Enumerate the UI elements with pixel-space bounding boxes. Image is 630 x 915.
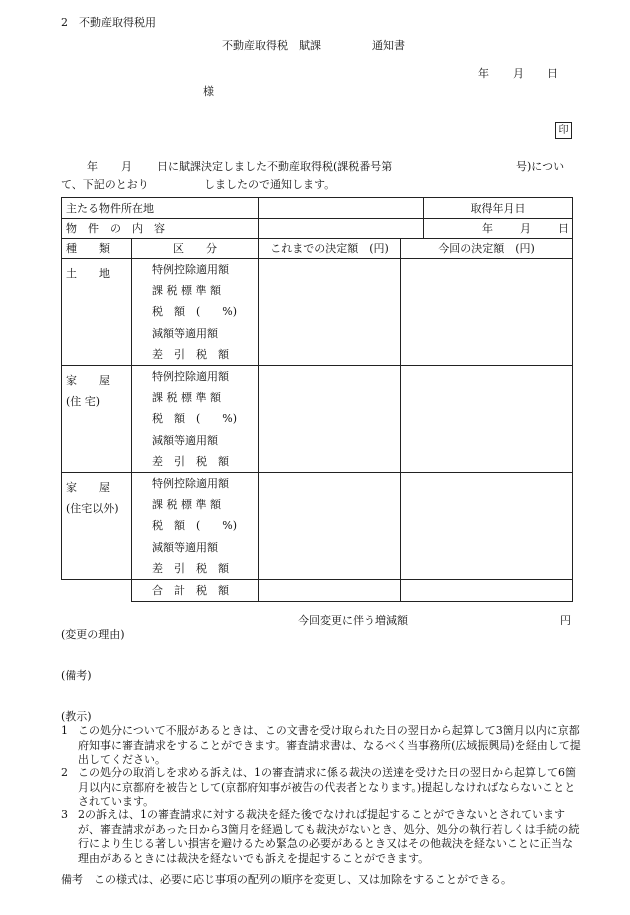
total-spacer <box>62 580 132 602</box>
division-row: 特例控除適用額 <box>152 370 229 384</box>
property-value[interactable] <box>259 219 424 239</box>
col-previous-cell <box>259 239 401 259</box>
col-division: 区 分 <box>173 242 217 255</box>
total-current-cell[interactable] <box>401 580 573 602</box>
location-value[interactable] <box>259 198 424 219</box>
division-row: 減額等適用額 <box>152 326 218 340</box>
acquired-label-cell <box>424 198 573 219</box>
date-year: 年 <box>478 67 489 80</box>
col-current: 今回の決定額 (円) <box>438 242 535 255</box>
acq-day: 日 <box>558 222 569 235</box>
tax-table <box>61 197 573 602</box>
division-row: 課 税 標 準 額 <box>152 284 221 298</box>
intro-month: 月 <box>121 160 132 173</box>
intro-line2-end: しましたので通知します。 <box>204 178 336 191</box>
location-label-cell <box>62 198 259 219</box>
current-amount-cell[interactable] <box>401 259 573 366</box>
division-row: 課 税 標 準 額 <box>152 391 221 405</box>
instruction-item <box>61 808 581 866</box>
instruction-text: 2の訴えは、1の審査請求に対する裁決を経た後でなければ提起することができないとされていますが、審査請求があった日から3箇月を経過しても裁決がないとき、処分、処分の執行若しくは手続の続行により生じる著しい損害を避けるため緊急の必要があるとき又はその他裁決を経ないことに正当な理由があるときには裁決を経ないでも訴えを提起することができます。 <box>78 808 580 865</box>
acq-month: 月 <box>520 222 531 235</box>
intro-line2-start: て、下記のとおり <box>61 178 149 191</box>
division-row: 減額等適用額 <box>152 540 218 554</box>
title-left: 不動産取得税 賦課 <box>222 39 321 52</box>
seal-mark: 印 <box>555 122 572 139</box>
total-label: 合 計 税 額 <box>152 584 229 597</box>
total-label-cell <box>132 580 259 602</box>
division-row: 差 引 税 額 <box>152 347 229 361</box>
division-cell <box>132 259 259 366</box>
section-label: 2 不動産取得税用 <box>61 16 156 29</box>
instruction-num: 3 <box>61 808 68 821</box>
instruction-text: この処分の取消しを求める訴えは、1の審査請求に係る裁決の送達を受けた日の翌日から起算して6箇月以内に京都府を被告として(京都府知事が被告の代表者となります。)提起しなければならないこととされています。 <box>78 766 576 808</box>
intro-year: 年 <box>87 160 98 173</box>
current-amount-cell[interactable] <box>401 473 573 580</box>
division-row: 税 額 ( %) <box>152 412 238 426</box>
instruction-num: 1 <box>61 724 68 737</box>
division-row: 特例控除適用額 <box>152 477 229 491</box>
acq-year: 年 <box>482 222 493 235</box>
location-label: 主たる物件所在地 <box>66 201 154 215</box>
instruction-item <box>61 766 581 810</box>
remarks-label: (備考) <box>61 669 92 682</box>
kind-cell-land <box>62 259 132 366</box>
division-row: 税 額 ( %) <box>152 519 238 533</box>
instruction-num: 2 <box>61 766 68 779</box>
col-previous: これまでの決定額 (円) <box>270 242 389 255</box>
instruction-text: この処分について不服があるときは、この文書を受け取られた日の翌日から起算して3箇月以内に京都府知事に審査請求をすることができます。審査請求書は、なるべく当事務所(広域振興局)を経由して提出してください。 <box>78 724 581 766</box>
division-row: 差 引 税 額 <box>152 454 229 468</box>
division-cell <box>132 473 259 580</box>
addressee-suffix: 様 <box>203 85 214 98</box>
acquired-date-cell[interactable] <box>424 219 573 239</box>
col-current-cell <box>401 239 573 259</box>
kind-land: 土 地 <box>66 267 110 280</box>
kind-cell-house <box>62 366 132 473</box>
property-label-cell <box>62 219 259 239</box>
previous-amount-cell[interactable] <box>259 259 401 366</box>
total-previous-cell[interactable] <box>259 580 401 602</box>
property-label: 物 件 の 内 容 <box>66 222 165 235</box>
division-row: 税 額 ( %) <box>152 305 238 319</box>
date-day: 日 <box>547 67 558 80</box>
division-cell <box>132 366 259 473</box>
acquired-label: 取得年月日 <box>470 201 526 215</box>
reason-label: (変更の理由) <box>61 628 125 641</box>
intro-text: 日に賦課決定しました不動産取得税(課税番号第 <box>157 160 393 173</box>
division-row: 差 引 税 額 <box>152 561 229 575</box>
previous-amount-cell[interactable] <box>259 473 401 580</box>
intro-end: 号)につい <box>516 160 565 173</box>
division-row: 減額等適用額 <box>152 433 218 447</box>
current-amount-cell[interactable] <box>401 366 573 473</box>
change-unit: 円 <box>560 614 571 627</box>
change-label: 今回変更に伴う増減額 <box>298 614 408 627</box>
title-right: 通知書 <box>372 39 405 52</box>
instruction-item <box>61 724 581 768</box>
division-row: 課 税 標 準 額 <box>152 498 221 512</box>
kind-house-other-sub: (住宅以外) <box>66 502 119 515</box>
kind-house-other: 家 屋 <box>66 481 110 494</box>
kind-house-sub: (住 宅) <box>66 395 101 408</box>
col-division-cell <box>132 239 259 259</box>
division-row: 特例控除適用額 <box>152 263 229 277</box>
col-kind-cell <box>62 239 132 259</box>
kind-cell-house-other <box>62 473 132 580</box>
instructions-label: (教示) <box>61 710 92 723</box>
col-kind: 種 類 <box>66 242 110 255</box>
date-month: 月 <box>513 67 524 80</box>
previous-amount-cell[interactable] <box>259 366 401 473</box>
footer-note: 備考 この様式は、必要に応じ事項の配列の順序を変更し、又は加除をすることができる。 <box>61 873 512 886</box>
kind-house: 家 屋 <box>66 374 110 387</box>
